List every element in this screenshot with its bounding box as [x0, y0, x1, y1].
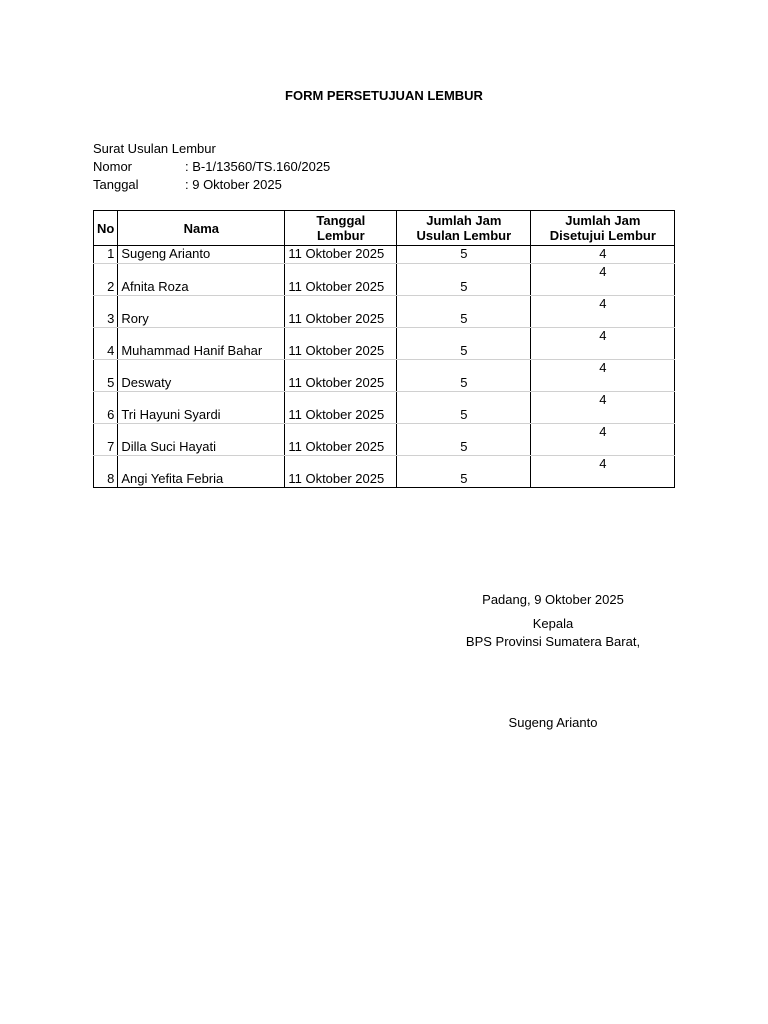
cell-no: 1 [94, 246, 118, 264]
cell-usulan: 5 [397, 424, 531, 456]
cell-disetujui: 4 [531, 296, 675, 328]
cell-nama: Tri Hayuni Syardi [118, 392, 285, 424]
signature-place-date: Padang, 9 Oktober 2025 [482, 592, 624, 607]
table-row [94, 296, 675, 328]
document-header [93, 140, 330, 194]
subject-line: Surat Usulan Lembur [93, 141, 216, 156]
table-header-row [94, 211, 675, 246]
cell-disetujui: 4 [531, 360, 675, 392]
signature-name: Sugeng Arianto [508, 715, 598, 730]
cell-tanggal: 11 Oktober 2025 [285, 392, 397, 424]
tanggal-row [93, 176, 330, 194]
overtime-table [93, 210, 675, 488]
table-row [94, 360, 675, 392]
cell-no: 7 [94, 424, 118, 456]
column-header-tanggal: Tanggal Lembur [285, 211, 397, 246]
cell-disetujui: 4 [531, 456, 675, 488]
cell-no: 3 [94, 296, 118, 328]
column-header-no: No [94, 211, 118, 246]
cell-usulan: 5 [397, 456, 531, 488]
cell-disetujui: 4 [531, 424, 675, 456]
cell-usulan: 5 [397, 392, 531, 424]
column-header-nama: Nama [118, 211, 285, 246]
signature-office: BPS Provinsi Sumatera Barat, [465, 634, 641, 649]
table-row [94, 456, 675, 488]
column-header-usulan: Jumlah Jam Usulan Lembur [397, 211, 531, 246]
cell-tanggal: 11 Oktober 2025 [285, 296, 397, 328]
cell-nama: Afnita Roza [118, 264, 285, 296]
cell-nama: Deswaty [118, 360, 285, 392]
tanggal-value: : 9 Oktober 2025 [185, 177, 282, 192]
cell-tanggal: 11 Oktober 2025 [285, 246, 397, 264]
cell-disetujui: 4 [531, 246, 675, 264]
column-header-disetujui: Jumlah Jam Disetujui Lembur [531, 211, 675, 246]
cell-usulan: 5 [397, 246, 531, 264]
cell-no: 8 [94, 456, 118, 488]
nomor-label: Nomor [93, 159, 133, 174]
tanggal-label: Tanggal [93, 177, 139, 192]
cell-tanggal: 11 Oktober 2025 [285, 424, 397, 456]
cell-nama: Rory [118, 296, 285, 328]
signature-position: Kepala [532, 616, 574, 631]
cell-disetujui: 4 [531, 264, 675, 296]
cell-tanggal: 11 Oktober 2025 [285, 456, 397, 488]
cell-no: 6 [94, 392, 118, 424]
nomor-row [93, 158, 330, 176]
table-row [94, 246, 675, 264]
cell-usulan: 5 [397, 264, 531, 296]
cell-usulan: 5 [397, 328, 531, 360]
table-row [94, 264, 675, 296]
nomor-value: : B-1/13560/TS.160/2025 [185, 159, 331, 174]
cell-tanggal: 11 Oktober 2025 [285, 328, 397, 360]
cell-no: 2 [94, 264, 118, 296]
table-row [94, 392, 675, 424]
cell-usulan: 5 [397, 360, 531, 392]
cell-nama: Muhammad Hanif Bahar [118, 328, 285, 360]
cell-nama: Angi Yefita Febria [118, 456, 285, 488]
cell-usulan: 5 [397, 296, 531, 328]
document-title: FORM PERSETUJUAN LEMBUR [285, 88, 483, 103]
cell-nama: Dilla Suci Hayati [118, 424, 285, 456]
table-row [94, 328, 675, 360]
cell-disetujui: 4 [531, 328, 675, 360]
cell-tanggal: 11 Oktober 2025 [285, 360, 397, 392]
table-body [94, 246, 675, 488]
cell-no: 5 [94, 360, 118, 392]
cell-tanggal: 11 Oktober 2025 [285, 264, 397, 296]
cell-disetujui: 4 [531, 392, 675, 424]
cell-nama: Sugeng Arianto [118, 246, 285, 264]
table-row [94, 424, 675, 456]
cell-no: 4 [94, 328, 118, 360]
